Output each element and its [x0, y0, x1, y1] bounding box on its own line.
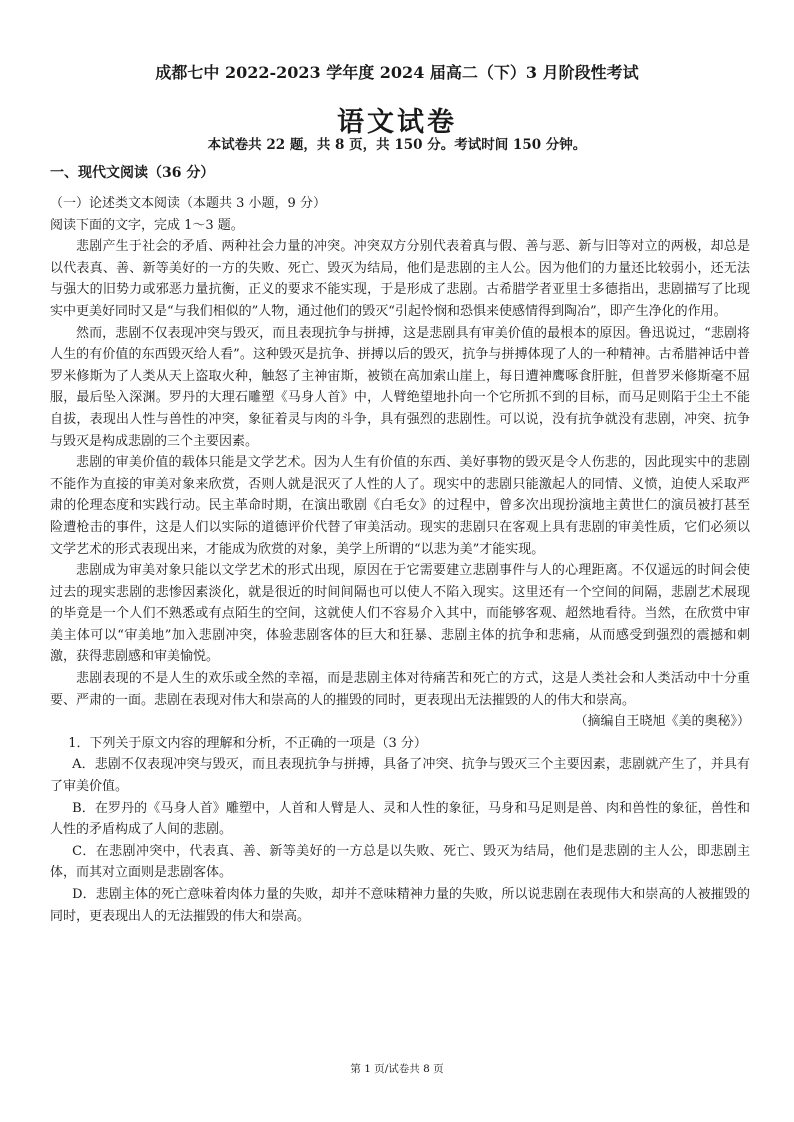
question-option-b: B．在罗丹的《马身人首》雕塑中，人首和人臂是人、灵和人性的象征，马身和马足则是兽、肉和兽性的象征，兽性和人性的矛盾构成了人间的悲剧。 — [50, 800, 750, 838]
passage-source: （摘编自王晓旭《美的奥秘》） — [574, 714, 750, 730]
exam-title: 成都七中 2022-2023 学年度 2024 届高二（下）3 月阶段性考试 — [155, 63, 639, 82]
question-option-c: C．在悲剧冲突中，代表真、善、新等美好的一方总是以失败、死亡、毁灭为结局，他们是悲剧的主人公，即悲剧主体，而其对立面则是悲剧客体。 — [50, 843, 750, 881]
passage-paragraph: 悲剧的审美价值的载体只能是文学艺术。因为人生有价值的东西、美好事物的毁灭是令人伤悲的，因此现实中的悲剧不能作为直接的审美对象来欣赏，否则人就是泯灭了人性的人了。现实中的悲剧只能激起人的同情、义愤，迫使人采取严肃的伦理态度和实践行动。民主革命时期，在演出歌剧《白毛女》的过程中，曾多次出现扮演地主黄世仁的演员被打甚至险遭枪击的事件，这是人们以实际的道德评价代替了审美活动。现实的悲剧只在客观上具有悲剧的审美性质，它们必须以文学艺术的形式表现出来，才能成为欣赏的对象，美学上所谓的“以悲为美”才能实现。 — [50, 455, 750, 557]
section-title: 一、现代文阅读（36 分） — [50, 165, 215, 181]
question-option-d: D．悲剧主体的死亡意味着肉体力量的失败，却并不意味精神力量的失败，所以说悲剧在表现伟大和崇高的人被摧毁的同时，更表现出人的无法摧毁的伟大和崇高。 — [50, 887, 750, 924]
reading-content — [50, 193, 750, 927]
subject-title: 语文试卷 — [337, 107, 457, 138]
passage-paragraph: 然而，悲剧不仅表现冲突与毁灭，而且表现抗争与拼搏，这是悲剧具有审美价值的最根本的原因。鲁迅说过，“悲剧将人生的有价值的东西毁灭给人看”。这种毁灭是抗争、拼搏以后的毁灭，抗争与拼搏体现了人的一种精神。古希腊神话中普罗米修斯为了人类从天上盗取火种，触怒了主神宙斯，被锁在高加索山崖上，每日遭神鹰啄食肝脏，但普罗米修斯毫不屈服，最后坠入深渊。罗丹的大理石雕塑《马身人首》中，人臂绝望地扑向一个它所抓不到的目标，而马足则陷于尘土不能自拔，表现出人性与兽性的冲突，象征着灵与肉的斗争，具有强烈的悲剧性。可以说，没有抗争就没有悲剧，冲突、抗争与毁灭是构成悲剧的三个主要因素。 — [50, 325, 750, 449]
question-stem: 1．下列关于原文内容的理解和分析，不正确的一项是（3 分） — [68, 735, 427, 751]
part-title: （一）论述类文本阅读（本题共 3 小题，9 分） — [50, 196, 326, 211]
exam-info: 本试卷共 22 题，共 8 页，共 150 分。考试时间 150 分钟。 — [207, 137, 587, 153]
page-footer: 第 1 页/试卷共 8 页 — [350, 1063, 444, 1075]
passage-paragraph: 悲剧成为审美对象只能以文学艺术的形式出现，原因在于它需要建立悲剧事件与人的心理距离。不仅遥远的时间会使过去的现实悲剧的悲惨因素淡化，就是很近的时间间隔也可以使人不陷入现实。这里还有一个空间的间隔，悲剧艺术展现的毕竟是一个人们不熟悉或有点陌生的空间，这就使人们不容易介入其中，而能够客观、超然地看待。当然，在欣赏中审美主体可以“审美地”加入悲剧冲突，体验悲剧客体的巨大和狂暴、悲剧主体的抗争和悲痛，从而感受到强烈的震撼和刺激，获得悲剧感和审美愉悦。 — [50, 563, 750, 665]
passage-paragraph: 悲剧产生于社会的矛盾、两种社会力量的冲突。冲突双方分别代表着真与假、善与恶、新与旧等对立的两极，却总是以代表真、善、新等美好的一方的失败、死亡、毁灭为结局，他们是悲剧的主人公。因为他们的力量还比较弱小，还无法与强大的旧势力或邪恶力量抗衡，正义的要求不能实现，于是形成了悲剧。古希腊学者亚里士多德指出，悲剧描写了比现实中更美好同时又是“与我们相似的”人物，通过他们的毁灭“引起怜悯和恐惧来使感情得到陶冶”，即产生净化的作用。 — [50, 239, 750, 319]
question-option-a: A．悲剧不仅表现冲突与毁灭，而且表现抗争与拼搏，具备了冲突、抗争与毁灭三个主要因素，悲剧就产生了，并具有了审美价值。 — [50, 757, 750, 795]
passage-paragraph: 悲剧表现的不是人生的欢乐或全然的幸福，而是悲剧主体对待痛苦和死亡的方式，这是人类社会和人类活动中十分重要、严肃的一面。悲剧在表现对伟大和崇高的人的摧毁的同时，更表现出无法摧毁的人的伟大和崇高。 — [50, 671, 750, 708]
reading-instruction: 阅读下面的文字，完成 1～3 题。 — [50, 217, 244, 233]
